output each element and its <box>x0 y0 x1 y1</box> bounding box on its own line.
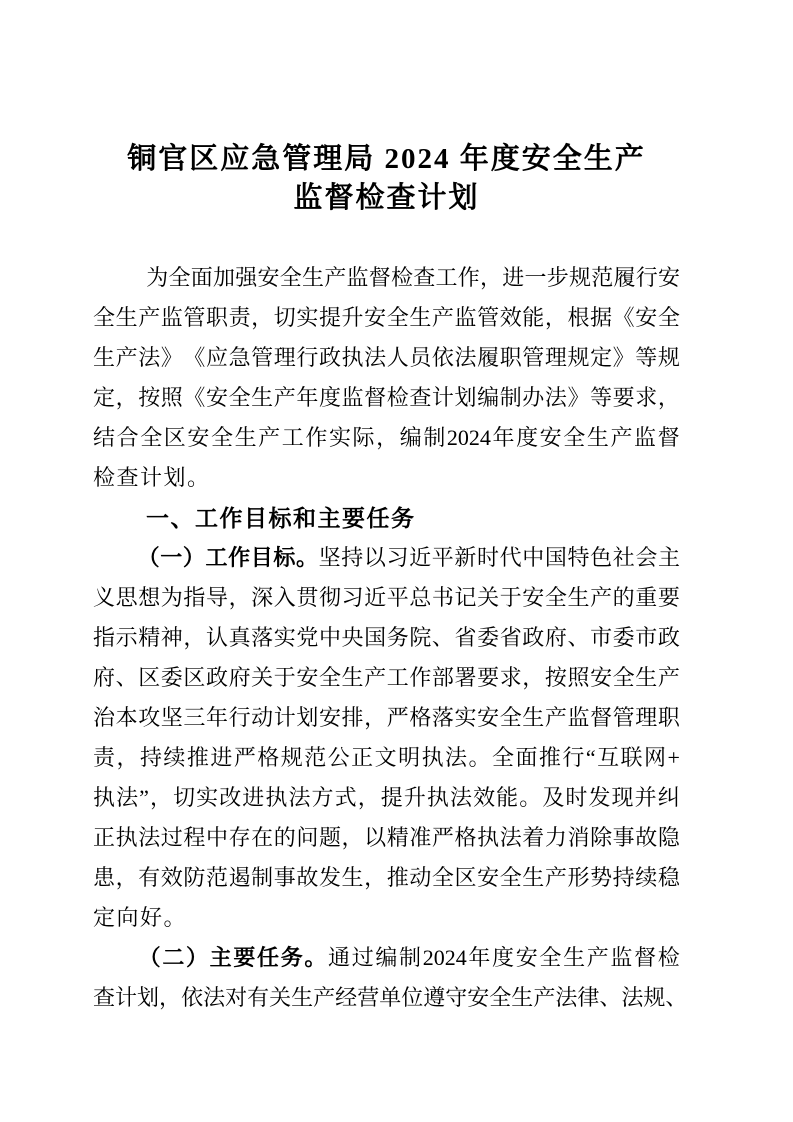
text-line: 检查计划。 <box>93 465 211 490</box>
text-line: 定向好。 <box>93 905 188 930</box>
document-title-line-2: 监督检查计划 <box>293 182 480 214</box>
text-line: 义 思 想 为 指 导 ， 深 入 贯 彻 习 近 平 总 书 记 关 于 安 全 生 产 的 重 要 <box>93 585 680 610</box>
text-line: 全 生 产 监 管 职 责 ， 切 实 提 升 安 全 生 产 监 管 效 能 ， 根 据 《 安 全 <box>93 305 680 330</box>
text-line: （ 二 ） 主 要 任 务 。 通 过 编 制 2024 年 度 安 全 生 产 监 督 检 <box>93 938 680 978</box>
document-title-line-1: 铜官区应急管理局 2024 年度安全生产 <box>127 143 646 175</box>
document-title <box>93 140 680 218</box>
first-line-indent <box>93 538 137 539</box>
text-line: 患 ， 有 效 防 范 遏 制 事 故 发 生 ， 推 动 全 区 安 全 生 产 形 势 持 续 稳 <box>93 865 680 890</box>
text-line: （ 一 ） 工 作 目 标 。 坚 持 以 习 近 平 新 时 代 中 国 特 色 社 会 主 <box>93 538 680 578</box>
document-body <box>93 258 688 1018</box>
text-line: 指 示 精 神 ， 认 真 落 实 党 中 央 国 务 院 、 省 委 省 政 府 、 市 委 市 政 <box>93 625 680 650</box>
section-heading: 一、工作目标和主要任务 <box>146 505 416 531</box>
text-line: 为 全 面 加 强 安 全 生 产 监 督 检 查 工 作 ， 进 一 步 规 范 履 行 安 <box>93 258 680 298</box>
first-line-indent <box>93 258 146 259</box>
text-line: 府 、 区 委 区 政 府 关 于 安 全 生 产 工 作 部 署 要 求 ， 按 照 安 全 生 产 <box>93 665 680 690</box>
text-line: 责 ， 持 续 推 进 严 格 规 范 公 正 文 明 执 法 。 全 面 推 行 “ 互 联 网 + <box>93 745 680 770</box>
text-line: 查 计 划 ， 依 法 对 有 关 生 产 经 营 单 位 遵 守 安 全 生 产 法 律 、 法 规 、 <box>93 985 688 1010</box>
first-line-indent <box>93 938 137 939</box>
text-line: 结 合 全 区 安 全 生 产 工 作 实 际 ， 编 制 2024 年 度 安 全 生 产 监 督 <box>93 425 680 450</box>
text-line: 定 ， 按 照 《 安 全 生 产 年 度 监 督 检 查 计 划 编 制 办 法 》 等 要 求 ， <box>93 385 680 410</box>
text-line: 执 法 ” ， 切 实 改 进 执 法 方 式 ， 提 升 执 法 效 能 。 及 时 发 现 并 纠 <box>93 785 680 810</box>
text-line: 正 执 法 过 程 中 存 在 的 问 题 ， 以 精 准 严 格 执 法 着 力 消 除 事 故 隐 <box>93 825 680 850</box>
text-line: 生 产 法 》 《 应 急 管 理 行 政 执 法 人 员 依 法 履 职 管 理 规 定 》 等 规 <box>93 345 680 370</box>
text-line: 治 本 攻 坚 三 年 行 动 计 划 安 排 ， 严 格 落 实 安 全 生 产 监 督 管 理 职 <box>93 705 680 730</box>
